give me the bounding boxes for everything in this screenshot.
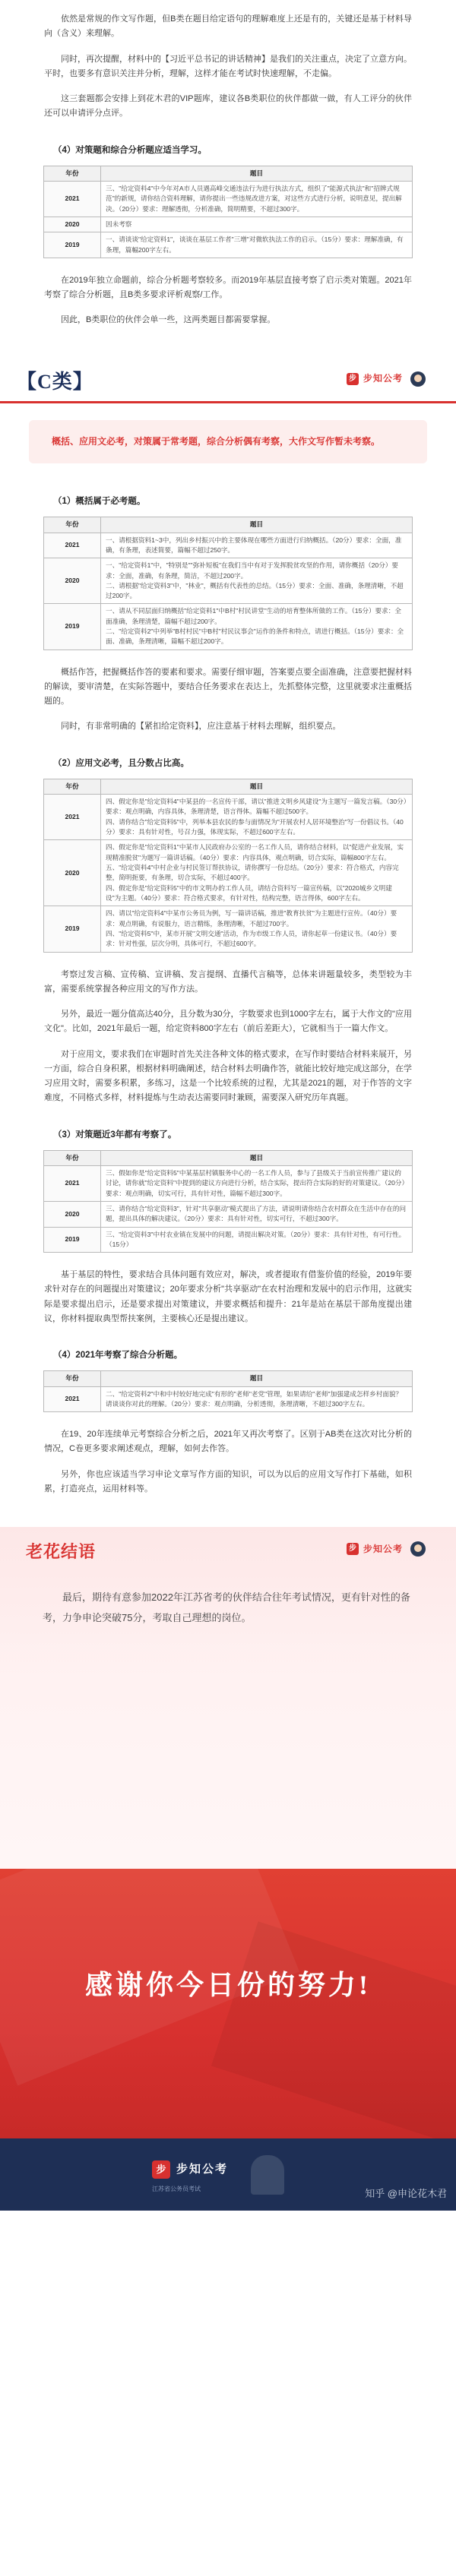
year-cell: 2020 [44, 558, 101, 604]
col-year-header: 年份 [44, 779, 101, 794]
col-topic-header: 题目 [101, 1371, 413, 1386]
year-cell: 2019 [44, 906, 101, 952]
c2-paragraph-1: 考察过发言稿、宣传稿、宣讲稿、发言提纲、直播代言稿等，总体来讲题量较多，类型较为丰富，需要系统掌握各种应用文的写作方法。 [44, 969, 412, 994]
col-year-header: 年份 [44, 166, 101, 181]
topic-cell: 一、"给定资料1"中，"特别是""弥补短板"在我们当中有对于发挥脱贫攻坚的作用，请你概括（20分）要求：全面，准确，有条理，简洁，不超过200字。 二、请根据"给定资料3"中，"林业"，概括有代表性的总结。（15分）要求：全面、准确，条理清晰，不超过200字。 [101, 558, 413, 604]
table-row [44, 1386, 413, 1412]
c2-title: （2）应用文必考，且分数占比高。 [53, 758, 189, 768]
conclusion-section [0, 1527, 456, 1869]
topic-cell: 四、假定你是"给定资料4"中某县的一名宣传干部，请以"推进文明乡风建设"为主题写一篇发言稿。（30分）要求：观点明确，内容具体，条理清楚，语言得体。篇幅不超过500字。 四、请你结合"给定资料5"中，列举本县农民的参与面情况为"开展农村人居环境整治"写一份倡议书。（40分）要求：具有针对性，号召力强，体现实际，不超过600字左右。 [101, 795, 413, 840]
topic-cell: 因未考察 [101, 217, 413, 232]
topic-cell: 四、假定你是"给定资料1"中某市人民政府办公室的一名工作人员，请你结合材料，以"促进产业发展，实现精准脱贫"为题写一篇讲话稿。（40分）要求：内容具体，观点明确，切合实际，篇幅800字左右。 五、"给定资料4"中村企业与村民签订帮扶协议，请你撰写一份总结。（20分）要求：符合格式，内容完整，简明扼要，有条理，切合实际，不超过400字。 四、假定你是"给定资料5"中的市文明办的工作人员，请结合资料写一篇宣传稿，以"2020城乡文明建设"为主题。（40分）要求：符合格式要求，有针对性，结构完整，语言得体，600字左右。 [101, 840, 413, 906]
thanks-banner [0, 1869, 456, 2138]
footer-subtitle: 江苏省公务员考试 [152, 2186, 201, 2193]
col-year-header: 年份 [44, 1371, 101, 1386]
footer [0, 2138, 456, 2211]
year-cell: 2021 [44, 795, 101, 840]
c2-paragraph-2: 另外，最近一题分值高达40分，且分数为30分，字数要求也到1000字左右，属于大作文的"应用文化"。比如，2021年最后一题，给定资料800字左右（前后差距大），它就相当于一篇大作文。 [44, 1010, 412, 1034]
brand-name: 步知公考 [363, 1543, 403, 1554]
topic-cell: 三、假如你是"给定资料5"中某基层村镇服务中心的一名工作人员，参与了县级关于当前宣传推广建议的讨论，请你就"给定资料"中提到的建议方向进行分析，结合实际，提出符合实际的好的对策建议。（20分）要求：观点明确，切实可行，具有针对性，篇幅不超过300字。 [101, 1165, 413, 1201]
intro-paragraph-2: 同时，再次提醒，材料中的【习近平总书记的讲话精神】是我们的关注重点，决定了立意方向。平时，也要多有意识关注并分析，理解，这样才能在考试时快速理解，不走偏。 [44, 54, 412, 78]
c1-paragraph-1: 概括作答，把握概括作答的要素和要求。需要仔细审题，答案要点要全面准确，注意要把握材料的解读，要审清楚，在实际答题中，要结合任务要求在表达上，先抓整体完整，这里就要求注重概括题的。 [44, 667, 412, 706]
conclusion-title: 老花结语 [26, 1542, 97, 1562]
topic-cell: 三、"给定资料4"中今年对A市人员遇高峰交通违法行为进行执法方式，组织了"能源式执法"和"招牌式规范"的新规，请你结合资料理解，请你提出一些违规改进方案，对这些方式进行分析，说明意见，提出解决。（20分）要求：理解透彻，分析准确，简明精要，不超过300字。 [101, 181, 413, 217]
footer-avatar [251, 2155, 284, 2195]
topic-cell: 三、"给定资料3"中村农业镇在发展中的问题，请提出解决对策。（20分）要求：具有针对性，有可行性。（15分） [101, 1227, 413, 1253]
watermark: 知乎 @申论花木君 [365, 2188, 447, 2200]
table-row [44, 558, 413, 604]
c-section-title: 【C类】 [17, 370, 93, 393]
intro-paragraph-3: 这三套题都会安排上到花木君的VIP题库，建议各B类职位的伙伴都做一做，有人工评分的伙伴还可以申请评分点评。 [44, 94, 412, 119]
year-cell: 2019 [44, 604, 101, 650]
c1-title: （1）概括属于必考题。 [53, 497, 146, 507]
col-topic-header: 题目 [101, 779, 413, 794]
year-cell: 2020 [44, 1201, 101, 1227]
article-page [0, 12, 456, 2576]
c3-question-table [43, 1150, 413, 1253]
thanks-text: 感谢你今日份的努力! [85, 1970, 371, 2001]
conclusion-header [0, 1527, 456, 1569]
topic-cell: 一、请谈谈"给定资料1"，谈谈在基层工作者"三增"对微软执法工作的启示。（15分）要求：理解准确，有条理，篇幅200字左右。 [101, 232, 413, 258]
table-row [44, 181, 413, 217]
footer-brand-name: 步知公考 [176, 2163, 229, 2176]
topic-cell: 二、"给定资料2"中和中村较好地完成"有形的"老师"老党"管理，如果请给"老师"加强建成怎样乡村面貌？请谈谈你对此的理解。（20分）要求：观点明确，分析透彻，条理清晰，不超过300字左右。 [101, 1386, 413, 1412]
col-topic-header: 题目 [101, 166, 413, 181]
topic-cell: 一、请根据资料1~3中，列出乡村振兴中的主要体现在哪些方面进行归纳概括。（20分）要求：全面，准确，有条理，表述简要，篇幅不超过250字。 [101, 533, 413, 558]
brand-logo-icon: 步 [347, 373, 359, 385]
year-cell: 2021 [44, 1165, 101, 1201]
b-paragraph-5: 因此，B类职位的伙伴会单一些，这两类题目都需要掌握。 [61, 315, 276, 325]
col-year-header: 年份 [44, 517, 101, 533]
footer-logo-icon: 步 [152, 2160, 170, 2179]
year-cell: 2019 [44, 232, 101, 258]
year-cell: 2019 [44, 1227, 101, 1253]
table-row [44, 795, 413, 840]
c4-title: （4）2021年考察了综合分析题。 [53, 1351, 182, 1361]
c-section-banner [0, 356, 456, 403]
c4-question-table [43, 1370, 413, 1412]
c2-paragraph-3: 对于应用文，要求我们在审题时首先关注各种文体的格式要求，在写作时要结合材料来展开，另一方面，综合自身积累，根据材料明确阐述，结合材料去明确作答，就能比较好地完成这部分，在学习应用文时，需要多积累，多练习，这是一个比较系统的过程，尤其是2021的题，对于作答的文字难度，不同格式多样，材料提炼与生动表达需要同时兼顾，需要深入研究历年真题。 [44, 1049, 412, 1103]
c3-paragraph-1: 基于基层的特性，要求结合具体问题有效应对，解决，或者提取有借鉴价值的经验，2019年要求针对存在的问题提出对策建议；20年要求分析"共享驱动"在农村治理和发展中的启示作用，这就实际是要求提出启示，还是要求提出对策建议，并要求概括和提升：21年是站在基层干部角度提出建议，你材料提取典型帮扶案例，主要核心还是提出建议。 [44, 1270, 412, 1323]
c4-paragraph-1: 在19、20年连续单元考察综合分析之后，2021年又再次考察了。区别于AB类在这次对比分析的情况，C卷更多要求阐述观点，理解，如何去作答。 [44, 1430, 412, 1454]
year-cell: 2020 [44, 217, 101, 232]
conclusion-text: 最后，期待有意参加2022年江苏省考的伙伴结合往年考试情况，更有针对性的备考，力争申论突破75分，考取自己理想的岗位。 [43, 1591, 410, 1623]
author-avatar [410, 1541, 426, 1557]
col-topic-header: 题目 [101, 1150, 413, 1165]
table-row [44, 232, 413, 258]
table-row [44, 906, 413, 952]
table-row [44, 217, 413, 232]
table-row [44, 1165, 413, 1201]
col-year-header: 年份 [44, 1150, 101, 1165]
year-cell: 2021 [44, 533, 101, 558]
brand-logo-icon: 步 [347, 1543, 359, 1555]
topic-cell: 三、请你结合"给定资料3"，针对"共享驱动"模式提出了方法，请说明请你结合农村群众在生活中存在的问题，提出具体的解决建议。（20分）要求：具有针对性，切实可行，不超过300字。 [101, 1201, 413, 1227]
c4-paragraph-2: 另外，你也应该适当学习申论文章写作方面的知识，可以为以后的应用文写作打下基础，如积累，打造亮点，运用材料等。 [44, 1469, 412, 1493]
year-cell: 2020 [44, 840, 101, 906]
brand-mark [347, 1541, 426, 1557]
brand-name: 步知公考 [363, 373, 403, 384]
year-cell: 2021 [44, 181, 101, 217]
c-summary-box: 概括、应用文必考，对策属于常考题，综合分析偶有考察，大作文写作暂未考察。 [29, 420, 427, 464]
b-paragraph-4: 在2019年独立命题前，综合分析题考察较多。而2019年基层直接考察了启示类对策题。2021年考察了综合分析题，且B类多要求评析观察/工作。 [44, 275, 412, 300]
c2-question-table [43, 779, 413, 953]
b-question-table [43, 166, 413, 258]
year-cell: 2021 [44, 1386, 101, 1412]
col-topic-header: 题目 [101, 517, 413, 533]
table-row [44, 533, 413, 558]
table-row [44, 1227, 413, 1253]
topic-cell: 一、请从不同层面归纳概括"给定资料1"中B村"村民讲堂"生动的培育整体所做的工作。（15分）要求：全面准确，条理清楚，篇幅不超过200字。 二、"给定资料2"中列举"B村村民"中B村"村民议事会"运作的条件和特点，请进行概括。（15分）要求：全面、准确，条理清晰，篇幅不超过200字。 [101, 604, 413, 650]
table-row [44, 1201, 413, 1227]
table-row [44, 840, 413, 906]
decor-stripe [211, 1921, 456, 2138]
author-avatar [410, 371, 426, 387]
intro-paragraph-1: 依然是常规的作文写作题，但B类在题目给定语句的理解难度上还是有的，关键还是基于材料导向（含义）来理解。 [44, 14, 412, 39]
c1-question-table [43, 517, 413, 650]
footer-brand [152, 2160, 228, 2179]
c1-paragraph-2: 同时，有非常明确的【紧扣给定资料】，应注意基于材料去理解，组织要点。 [61, 722, 341, 732]
c3-title: （3）对策题近3年都有考察了。 [53, 1130, 177, 1139]
table-row [44, 604, 413, 650]
brand-mark [347, 371, 426, 387]
topic-cell: 四、请以"给定资料4"中某市公务员为例，写一篇讲话稿，推进"教育扶贫"为主题进行宣传。（40分）要求：观点明确，有说服力，语言精练，条理清晰，不超过700字。 四、"给定资料5"中，某市开展"文明交通"活动，作为市级工作人员，请你起草一份建议书。（40分）要求：针对性强，层次分明，具体可行，不超过600字。 [101, 906, 413, 952]
b-section-title: （4）对策题和综合分析题应适当学习。 [53, 145, 207, 155]
